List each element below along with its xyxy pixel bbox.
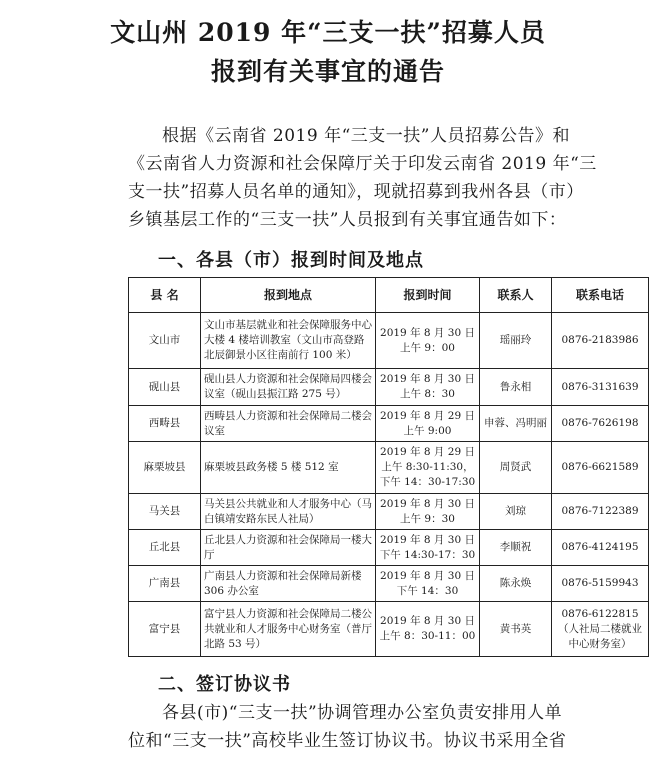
county-cell: 西畴县 [129, 406, 201, 442]
time-cell: 2019 年 8 月 29 日上午 8:30-11:30，下午 14：30-17:30 [376, 442, 480, 494]
contact-cell: 刘琼 [480, 494, 552, 530]
table-row [129, 369, 649, 406]
table-row [129, 530, 649, 566]
agreement-paragraph [128, 699, 608, 755]
contact-cell: 申蓉、冯明丽 [480, 406, 552, 442]
location-cell: 文山市基层就业和社会保障服务中心大楼 4 楼培训教室（文山市高登路北辰御景小区往南前行 100 米） [201, 313, 376, 369]
contact-cell: 周贤武 [480, 442, 552, 494]
agreement-line-2: 位和“三支一扶”高校毕业生签订协议书。协议书采用全省 [128, 731, 567, 751]
intro-line-2: 《云南省人力资源和社会保障厅关于印发云南省 2019 年“三 [128, 154, 597, 174]
column-header: 报到地点 [201, 278, 376, 313]
time-cell: 2019 年 8 月 30 日下午 14：30 [376, 566, 480, 602]
phone-cell: 0876-5159943 [552, 566, 649, 602]
column-header: 联系人 [480, 278, 552, 313]
location-cell: 麻栗坡县政务楼 5 楼 512 室 [201, 442, 376, 494]
agreement-line-1: 各县(市)“三支一扶”协调管理办公室负责安排用人单 [162, 703, 563, 723]
contact-cell: 瑶丽玲 [480, 313, 552, 369]
contact-cell: 鲁永相 [480, 369, 552, 406]
section-heading-1: 一、各县（市）报到时间及地点 [158, 250, 424, 271]
location-cell: 西畴县人力资源和社会保障局二楼会议室 [201, 406, 376, 442]
phone-cell: 0876-3131639 [552, 369, 649, 406]
notice-title-line2: 报到有关事宜的通告 [210, 57, 445, 86]
intro-paragraph [128, 122, 608, 234]
location-cell: 砚山县人力资源和社会保障局四楼会议室（砚山县振江路 275 号） [201, 369, 376, 406]
time-cell: 2019 年 8 月 30 日上午 9：00 [376, 313, 480, 369]
contact-cell: 黄书英 [480, 602, 552, 657]
county-cell: 丘北县 [129, 530, 201, 566]
phone-cell: 0876-7122389 [552, 494, 649, 530]
notice-title-line1: 文山州 2019 年“三支一扶”招募人员 [110, 18, 546, 47]
time-cell: 2019 年 8 月 30 日上午 8：30 [376, 369, 480, 406]
location-cell: 丘北县人力资源和社会保障局一楼大厅 [201, 530, 376, 566]
table-row [129, 566, 649, 602]
intro-line-1: 根据《云南省 2019 年“三支一扶”人员招募公告》和 [162, 126, 570, 146]
column-header: 县 名 [129, 278, 201, 313]
intro-line-3: 支一扶”招募人员名单的通知》，现就招募到我州各县（市） [128, 182, 584, 202]
table-row [129, 494, 649, 530]
phone-cell: 0876-2183986 [552, 313, 649, 369]
table-header-row [129, 278, 649, 313]
registration-table [128, 277, 649, 657]
time-cell: 2019 年 8 月 30 日上午 9：30 [376, 494, 480, 530]
phone-cell: 0876-4124195 [552, 530, 649, 566]
intro-line-4: 乡镇基层工作的“三支一扶”人员报到有关事宜通告如下： [128, 210, 567, 230]
column-header: 联系电话 [552, 278, 649, 313]
location-cell: 广南县人力资源和社会保障局新楼 306 办公室 [201, 566, 376, 602]
table-row [129, 313, 649, 369]
location-cell: 马关县公共就业和人才服务中心（马白镇靖安路东民人社局） [201, 494, 376, 530]
county-cell: 麻栗坡县 [129, 442, 201, 494]
county-cell: 砚山县 [129, 369, 201, 406]
time-cell: 2019 年 8 月 30 日下午 14:30-17：30 [376, 530, 480, 566]
column-header: 报到时间 [376, 278, 480, 313]
time-cell: 2019 年 8 月 30 日上午 8：30-11：00 [376, 602, 480, 657]
county-cell: 文山市 [129, 313, 201, 369]
table-row [129, 406, 649, 442]
phone-cell: 0876-6621589 [552, 442, 649, 494]
county-cell: 广南县 [129, 566, 201, 602]
phone-cell: 0876-7626198 [552, 406, 649, 442]
contact-cell: 李顺祝 [480, 530, 552, 566]
table-row [129, 602, 649, 657]
contact-cell: 陈永焕 [480, 566, 552, 602]
county-cell: 富宁县 [129, 602, 201, 657]
table-row [129, 442, 649, 494]
county-cell: 马关县 [129, 494, 201, 530]
phone-cell: 0876-6122815（人社局二楼就业中心财务室） [552, 602, 649, 657]
time-cell: 2019 年 8 月 29 日上午 9:00 [376, 406, 480, 442]
location-cell: 富宁县人力资源和社会保障局二楼公共就业和人才服务中心财务室（普厅北路 53 号） [201, 602, 376, 657]
section-heading-2: 二、签订协议书 [158, 674, 291, 695]
